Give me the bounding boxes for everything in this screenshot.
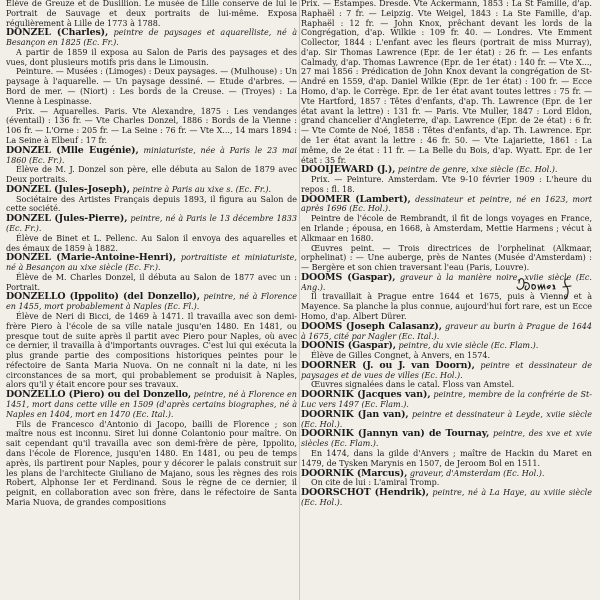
- entry-description: peintre, membre de la confrérie de St-Luc vers 1497 (Ec. Flam.).: [301, 390, 592, 410]
- dictionary-entry: [301, 322, 592, 342]
- dictionary-entry: [301, 488, 592, 508]
- entry-paragraph: Peinture. — Musées : (Limoges) : Deux paysages. — (Mulhouse) : Un paysage à l'aquarelle. — Un paysage dessiné. — Etude d'arbres. — Bord de mer. — (Niort) : Les bords de la Creuse. — (Troyes) : La Vienne à Lespinasse.: [6, 67, 297, 106]
- dictionary-entry: [6, 185, 297, 195]
- doomer-signature-image: [515, 273, 585, 301]
- entry-name: DONZEL (Charles),: [6, 27, 109, 39]
- entry-name: DONZEL (Jules-Pierre),: [6, 213, 128, 225]
- continued-text: Élève de Greuze et de Dusillion. Le musée de Lille conserve de lui le Portrait de Sauvage et deux portraits de lui-même. Exposa régulièrement à Lille de 1773 à 1788.: [6, 0, 297, 28]
- entry-name: DOORNIK (Jacques van),: [301, 389, 431, 401]
- entry-paragraph: Sociétaire des Artistes Français depuis 1893, il figura au Salon de cette société.: [6, 194, 297, 214]
- dictionary-entry: [301, 341, 592, 351]
- entry-description: peintre et dessinateur de paysages et de vues de villes (Ec. Hol.).: [301, 360, 592, 380]
- entry-paragraph: A partir de 1859 il exposa au Salon de Paris des paysages et des vues, dont plusieurs motifs pris dans le Limousin.: [6, 47, 297, 67]
- entry-paragraph: Élève de Neri di Bicci, de 1469 à 1471. Il travailla avec son demi-frère Piero à l'école de sa ville natale jusqu'en 1480. En 1481, ou presque tout de suite après il partit avec Piero pour Naples, où avec ce dernier, il travailla à d'importants ouvrages. C'est lui qui exécuta la plus grande partie des compositions historiques peintes pour le réfectoire de Santa Maria Nuova. On ne connaît ni la date, ni les circonstances de sa mort, qui probablement se produisit à Naples, alors qu'il y était encore pour ses travaux.: [6, 312, 297, 390]
- entry-name: DOOMS (Joseph Calasanz),: [301, 320, 442, 332]
- dictionary-entry: [6, 28, 297, 48]
- dictionary-entry: [6, 292, 297, 312]
- entry-description: peintre, né à Florence en 1455, mort probablement à Naples (Ec. Fl.).: [6, 292, 297, 312]
- entry-description: peintre, né à Paris le 13 décembre 1833 (Ec. Fr.).: [6, 214, 297, 233]
- dictionary-entry: [6, 146, 297, 166]
- entry-paragraph: Prix. — Peinture. Amsterdam. Vte 9-10 février 1909 : L'heure du repos : fl. 18.: [301, 175, 592, 194]
- entry-paragraph: On cite de lui : L'amiral Tromp.: [311, 478, 440, 488]
- entry-description: peintre, du xvie siècle (Ec. Flam.).: [398, 341, 539, 351]
- entry-name: DOORNIK (Jan van),: [301, 408, 409, 420]
- entry-name: DOORSCHOT (Hendrik),: [301, 487, 429, 499]
- dictionary-entry: [301, 165, 592, 175]
- entry-name: DONZEL (Jules-Joseph),: [6, 183, 130, 195]
- entry-name: DONZELLO (Piero) ou del Donzello,: [6, 389, 192, 401]
- entry-description: miniaturiste, née à Paris le 23 mai 1860 (Ec. Fr.).: [6, 145, 297, 165]
- entry-description: peintre de paysages et aquarelliste, né à Besançon en 1825 (Ec. Fr.).: [6, 28, 297, 48]
- entry-description: peintre à Paris au xixe s. (Ec. Fr.).: [132, 184, 272, 194]
- entry-paragraph: Fils de Francesco d'Antonio di Jacopo, bailli de Florence ; son maître nous est inconnu. Siret lui donne Colantonio pour maître. On sait cependant qu'il travailla avec son demi-frère de père, Ippolito, dans l'école de Florence, jusqu'en 1480. En 1481, ou peu de temps après, ils partirent pour Naples, pour y décorer le palais construit sur les plans de l'architecte Giuliano de Majano, sous les règnes des rois Robert, Alphonse Ier et Ferdinand. Sous le règne de ce dernier, il peignit, en collaboration avec son frère, dans le réfectoire de Santa Maria Nuova, de grandes compositions: [6, 419, 297, 507]
- entry-name: DOOMS (Gaspar),: [301, 271, 396, 283]
- dictionary-entry: [301, 195, 592, 215]
- entry-name: DOOMER (Lambert),: [301, 193, 411, 205]
- entry-name: DOONIS (Gaspar),: [301, 340, 396, 352]
- dictionary-entry: [301, 361, 592, 381]
- entry-paragraph: Œuvres peint. — Trois directrices de l'orphelinat (Alkmaar, orphelinat) : — Une auberge, près de Nantes (Musée d'Amsterdam) : — Bergère et son chien traversant l'eau (Paris, Louvre).: [301, 243, 592, 273]
- dictionary-entry: [301, 469, 592, 479]
- dictionary-entry: [6, 214, 297, 234]
- column-divider: [299, 0, 300, 600]
- entry-description: peintre, né à Florence en 1451, mort dans cette ville en 1509 (d'après certains biographes, né à Naples en 1404, mort en 1470 (Ec. Ital.).: [6, 390, 297, 419]
- entry-name: DOORNIK (Marcus),: [301, 467, 408, 479]
- entry-description: dessinateur et peintre, né en 1623, mort après 1696 (Ec. Hol.).: [301, 194, 592, 214]
- left-column: [6, 0, 297, 599]
- entry-paragraph: Élève de M. Charles Donzel, il débuta au Salon de 1877 avec un : Portrait.: [6, 272, 297, 292]
- entry-paragraph: Élève de Binet et L. Pellenc. Au Salon il envoya des aquarelles et des émaux de 1859 à 1882.: [6, 233, 297, 253]
- entry-description: graveur au burin à Prague de 1644 à 1675, cité par Nagler (Ec. Ital.).: [301, 321, 592, 341]
- dictionary-entry: [6, 253, 297, 273]
- continued-text: Prix. — Estampes. Dresde. Vte Ackermann, 1853 : La St Famille, d'ap. Raphaël : 7 fr. — Leipzig. Vte Weigel, 1843 : La Ste Famille, d'ap. Raphaël : 12 fr. — John Knox, prêchant devant les lords de la Congrégation, d'ap. Wilkie : 109 fr. 40. — Londres. Vte Emment Collector, 1844 : L'enfant avec les fleurs (portrait de miss Murray), d'ap. Sir Thomas Lawrence (Epr. de 1er état) : 26 fr. — Les enfants Calmady, d'ap. Thomas Lawrence (Epr. de 1er état) : 140 fr. — Vte X..., 27 mai 1856 : Prédication de John Knox devant la congrégation de St-André en 1559, d'ap. Daniel Wilkie (Epr. de 1er état) : 100 fr. — Ecce Homo, d'ap. le Corrège. Epr. de 1er état avant toutes lettres : 75 fr. — Vte Hartford, 1857 : Têtes d'enfants, d'ap. Th. Lawrence (Epr. de 1er état avant la lettre) : 131 fr. — Paris. Vte Muller, 1847 : Lord Eldon, grand chancelier d'Angleterre, d'ap. Lawrence (Epr. de 2e état) : 6 fr. — Vte Comte de Noé, 1858 : Têtes d'enfants, d'ap. Th. Lawrence. Epr. de 1er état avant la lettre : 46 fr. 50. — Vte Lajariette, 1861 : La même, de 2e état : 11 fr. — La Belle du Bois, d'ap. Wyatt. Epr. de 1er état : 35 fr.: [301, 0, 592, 165]
- entry-paragraph: Peintre de l'école de Rembrandt, il fit de longs voyages en France, en Irlande ; épousa, en 1668, à Amsterdam, Mettie Harmens ; vécut à Alkmaar en 1680.: [301, 214, 592, 243]
- entry-description: peintre, des xve et xvie siècles (Ec. Flam.).: [301, 429, 592, 449]
- entry-paragraph: Prix. — Aquarelles. Paris. Vte Alexandre, 1875 : Les vendanges (éventail) : 136 fr. — Vte Charles Donzel, 1886 : Bords de la Vienne : 106 fr. — L'Orne : 205 fr. — La Seine : 76 fr. — Vte X..., 14 mars 1894 : La Seine à Elbeuf : 17 fr.: [6, 106, 297, 145]
- dictionary-entry: [6, 390, 297, 419]
- entry-description: portraitiste et miniaturiste, né à Besançon au xixe siècle (Ec. Fr.).: [6, 253, 297, 273]
- entry-paragraph: Il travaillait à Prague entre 1644 et 1675, puis à Vienne et à Mayence. Sa planche la plus connue, aujourd'hui fort rare, est un Ecce Homo, d'ap. Albert Dürer.: [301, 292, 592, 321]
- dictionary-entry: [301, 390, 592, 410]
- entry-description: graveur, d'Amsterdam (Ec. Hol.).: [409, 468, 545, 478]
- entry-paragraph: Œuvres signalées dans le catal. Floss van Amstel.: [311, 380, 515, 390]
- dictionary-entry: [301, 429, 592, 449]
- entry-description: graveur à la manière noire, xviie siècle (Ec. Ang.).: [301, 272, 592, 292]
- entry-name: DONZELLO (Ippolito) (del Donzello),: [6, 291, 200, 303]
- entry-name: DOOIJEWARD (J.),: [301, 164, 396, 176]
- entry-name: DOORNER (J. ou J. van Doorn),: [301, 359, 475, 371]
- entry-name: DOORNIK (Jannyn van) de Tournay,: [301, 428, 490, 440]
- entry-name: DONZEL (Mlle Eugénie),: [6, 144, 139, 156]
- entry-description: peintre, né à La Haye, au xviiie siècle (Ec. Hol.).: [301, 488, 592, 507]
- entry-paragraph: Élève de M. J. Donzel son père, elle débuta au Salon de 1879 avec Deux portraits.: [6, 165, 297, 185]
- entry-name: DONZEL (Marie-Antoine-Henri),: [6, 252, 177, 264]
- dictionary-entry: [301, 410, 592, 430]
- entry-paragraph: En 1474, dans la gilde d'Anvers ; maître de Hackin du Maret en 1479, de Tysken Marynis en 1507, de Jeroom Bol en 1511.: [301, 448, 592, 468]
- entry-description: peintre et dessinateur à Leyde, xviie siècle (Ec. Hol.).: [301, 409, 592, 429]
- entry-description: peintre de genre, xixe siècle (Ec. Hol.).: [397, 165, 558, 175]
- entry-paragraph: Élève de Gilles Congnet, à Anvers, en 1574.: [311, 351, 491, 361]
